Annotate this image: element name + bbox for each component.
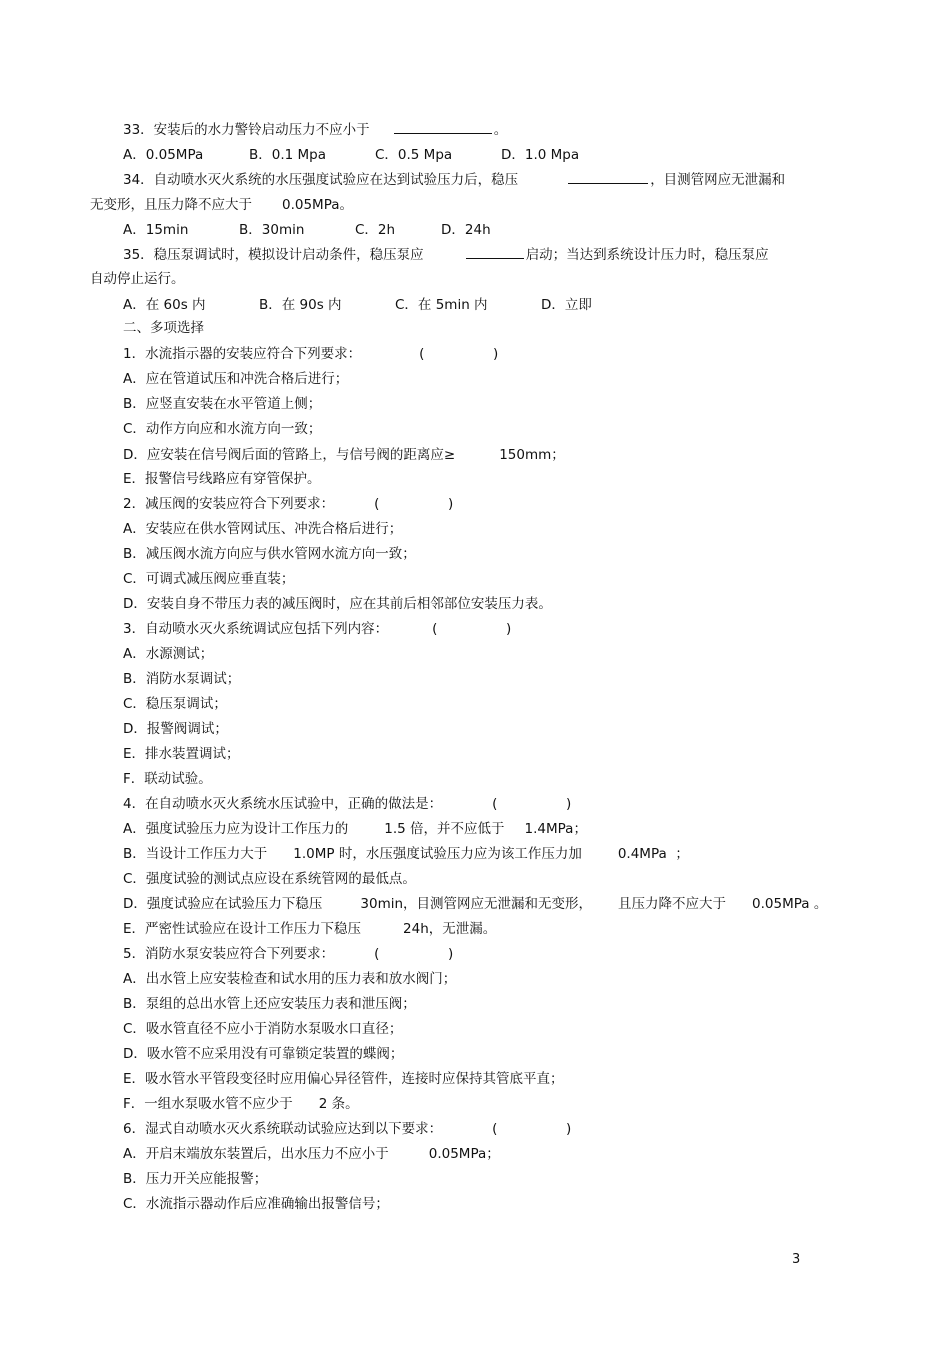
m6-stem [123, 1118, 571, 1140]
q34-option-c: C．2h [355, 222, 396, 238]
m5-option-f [123, 1093, 359, 1115]
m5-option-f-value: 2 条。 [318, 1096, 359, 1112]
m4-option-b-text: B．当设计工作压力大于 [123, 846, 268, 862]
m5-stem [123, 943, 453, 965]
m1-option-d [123, 444, 565, 466]
m2-answer-paren: ( ) [374, 496, 454, 512]
m5-option-f-text: F．一组水泵吸水管不应少于 [123, 1096, 293, 1112]
q35-text: 35．稳压泵调试时，模拟设计启动条件，稳压泵应 [123, 247, 424, 263]
m6-option-c: C．水流指示器动作后应准确输出报警信号； [123, 1196, 389, 1212]
m4-option-b-value: 0.4MPa ； [617, 846, 689, 862]
q35-line2: 自动停止运行。 [90, 271, 185, 287]
m5-option-c: C．吸水管直径不应小于消防水泵吸水口直径； [123, 1021, 403, 1037]
m2-stem [123, 493, 453, 515]
q35-after: 启动；当达到系统设计压力时，稳压泵应 [525, 247, 769, 263]
q34-options [123, 219, 491, 241]
m4-option-e-duration: 24h，无泄漏。 [403, 921, 497, 937]
q33-option-b: B．0.1 Mpa [249, 147, 327, 163]
m3-option-c: C．稳压泵调试； [123, 696, 227, 712]
m6-option-a [123, 1143, 500, 1165]
q34-after: ，目测管网应无泄漏和 [650, 172, 786, 188]
m3-option-f: F．联动试验。 [123, 771, 212, 787]
m3-option-e: E．排水装置调试； [123, 746, 240, 762]
page-number: 3 [792, 1252, 801, 1267]
q34-option-d: D．24h [441, 222, 491, 238]
m1-option-b: B．应竖直安装在水平管道上侧； [123, 396, 322, 412]
q35-stem-line2 [90, 268, 185, 290]
m4-option-a [123, 818, 587, 840]
q33-options [123, 144, 579, 166]
m4-answer-paren: ( ) [492, 796, 572, 812]
q35-option-c: C．在 5min 内 [395, 297, 488, 313]
m5-text: 5．消防水泵安装应符合下列要求： [123, 946, 335, 962]
m2-option-b: B．减压阀水流方向应与供水管网水流方向一致； [123, 546, 416, 562]
m6-answer-paren: ( ) [492, 1121, 572, 1137]
m3-option-b: B．消防水泵调试； [123, 671, 241, 687]
m1-option-d-text: D．应安装在信号阀后面的管路上，与信号阀的距离应≥ [123, 447, 456, 463]
m4-option-b [123, 843, 689, 865]
m2-option-c: C．可调式减压阀应垂直装； [123, 571, 295, 587]
q35-options [123, 294, 592, 316]
q34-option-b: B．30min [239, 222, 305, 238]
m1-option-a: A．应在管道试压和冲洗合格后进行； [123, 371, 349, 387]
m3-answer-paren: ( ) [432, 621, 512, 637]
m4-stem [123, 793, 571, 815]
m3-option-a: A．水源测试； [123, 646, 214, 662]
q34-line2-a: 无变形，且压力降不应大于 [90, 197, 252, 213]
q35-blank [466, 244, 524, 259]
m4-option-a-value: 1.4MPa； [524, 821, 587, 837]
m3-stem [123, 618, 511, 640]
m4-option-d-duration: 30min，目测管网应无泄漏和无变形， [360, 896, 593, 912]
section-heading-multi-choice: 二、多项选择 [123, 320, 204, 336]
m4-option-e-text: E．严密性试验应在设计工作压力下稳压 [123, 921, 362, 937]
q33-stem [123, 119, 507, 141]
m5-answer-paren: ( ) [374, 946, 454, 962]
m5-option-b: B．泵组的总出水管上还应安装压力表和泄压阀； [123, 996, 416, 1012]
q33-blank [394, 119, 492, 134]
q34-blank [568, 169, 648, 184]
q34-stem [123, 169, 785, 191]
q33-option-d: D．1.0 Mpa [501, 147, 580, 163]
m4-option-d-value: 0.05MPa 。 [752, 896, 828, 912]
q35-option-b: B．在 90s 内 [259, 297, 342, 313]
q34-text: 34．自动喷水灭火系统的水压强度试验应在达到试验压力后，稳压 [123, 172, 519, 188]
m4-option-d-text: D．强度试验应在试验压力下稳压 [123, 896, 323, 912]
q33-end: 。 [493, 122, 508, 138]
m5-option-d: D．吸水管不应采用没有可靠锁定装置的蝶阀； [123, 1046, 404, 1062]
m5-option-e: E．吸水管水平管段变径时应用偏心异径管件，连接时应保持其管底平直； [123, 1071, 564, 1087]
m4-option-b-condition: 1.0MP 时，水压强度试验压力应为该工作压力加 [293, 846, 582, 862]
m1-option-c: C．动作方向应和水流方向一致； [123, 421, 322, 437]
m1-text: 1．水流指示器的安装应符合下列要求： [123, 346, 362, 362]
m3-text: 3．自动喷水灭火系统调试应包括下列内容： [123, 621, 389, 637]
q35-option-a: A．在 60s 内 [123, 297, 206, 313]
q34-stem-line2 [90, 194, 353, 216]
m6-option-b: B．压力开关应能报警； [123, 1171, 268, 1187]
m4-option-e [123, 918, 496, 940]
m2-text: 2．减压阀的安装应符合下列要求： [123, 496, 335, 512]
m1-option-e: E．报警信号线路应有穿管保护。 [123, 471, 321, 487]
m2-option-d: D．安装自身不带压力表的减压阀时，应在其前后相邻部位安装压力表。 [123, 596, 552, 612]
m4-option-c: C．强度试验的测试点应设在系统管网的最低点。 [123, 871, 416, 887]
m4-option-d [123, 893, 827, 915]
m5-option-a: A．出水管上应安装检查和试水用的压力表和放水阀门； [123, 971, 457, 987]
m4-option-a-multiple: 1.5 倍，并不应低于 [384, 821, 505, 837]
m4-option-a-text: A．强度试验压力应为设计工作压力的 [123, 821, 349, 837]
m1-stem [123, 343, 498, 365]
m1-answer-paren: ( ) [419, 346, 499, 362]
m4-text: 4．在自动喷水灭火系统水压试验中，正确的做法是： [123, 796, 443, 812]
q34-line2-b: 0.05MPa。 [282, 197, 354, 213]
q33-option-c: C．0.5 Mpa [375, 147, 453, 163]
q35-option-d: D．立即 [541, 297, 592, 313]
m2-option-a: A．安装应在供水管网试压、冲洗合格后进行； [123, 521, 403, 537]
m4-option-d-condition: 且压力降不应大于 [618, 896, 727, 912]
m6-option-a-value: 0.05MPa； [428, 1146, 500, 1162]
m3-option-d: D．报警阀调试； [123, 721, 228, 737]
m1-option-d-value: 150mm； [499, 447, 565, 463]
q33-option-a: A．0.05MPa [123, 147, 204, 163]
m6-text: 6．湿式自动喷水灭火系统联动试验应达到以下要求： [123, 1121, 443, 1137]
q33-text: 33．安装后的水力警铃启动压力不应小于 [123, 122, 370, 138]
m6-option-a-text: A．开启末端放东装置后，出水压力不应小于 [123, 1146, 389, 1162]
q34-option-a: A．15min [123, 222, 189, 238]
q35-stem [123, 244, 769, 266]
